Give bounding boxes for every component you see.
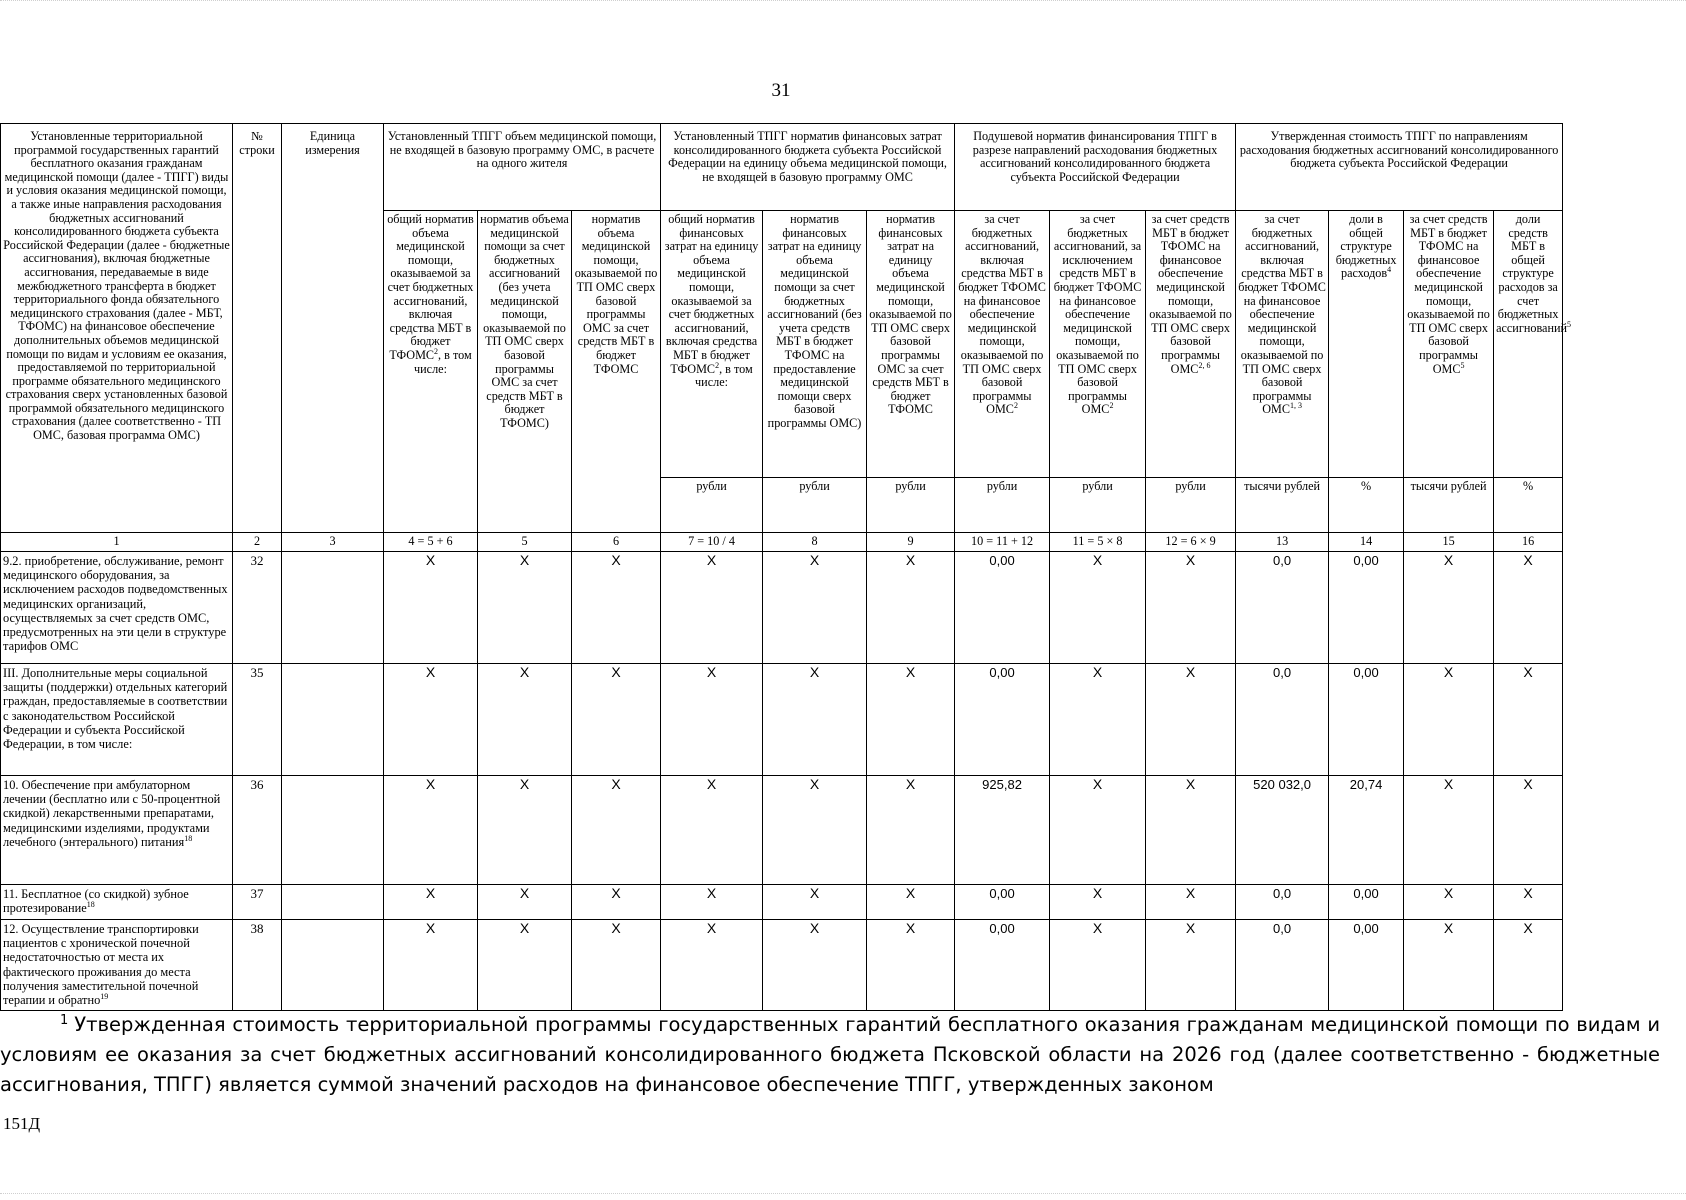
header-col-16: доли средств МБТ в общей структуре расходов за счет бюджетных ассигнований$^5$ (1494, 211, 1563, 478)
row-description: 11. Бесплатное (со скидкой) зубное протезирование$^{18}$ (1, 885, 233, 920)
header-group-per-capita: Подушевой норматив финансирования ТПГГ в разрезе направлений расходования бюджетных ассигнований консолидированного бюджета субъекта Российской Федерации (955, 124, 1236, 211)
col-number: 2 (233, 533, 282, 552)
table-cell: X (478, 920, 572, 1011)
row-number: 37 (233, 885, 282, 920)
table-row (1, 885, 1563, 920)
unit-col-8: рубли (763, 478, 867, 533)
unit-col-9: рубли (867, 478, 955, 533)
footnote (0, 1010, 1660, 1100)
table-cell: X (478, 776, 572, 885)
table-row (1, 776, 1563, 885)
scan-edge-top (0, 0, 1686, 4)
table-cell: X (1050, 776, 1146, 885)
table-cell: X (763, 920, 867, 1011)
table-cell: 0,00 (1329, 885, 1404, 920)
col-number: 15 (1404, 533, 1494, 552)
col-number: 3 (282, 533, 384, 552)
row-description: 10. Обеспечение при амбулаторном лечении (бесплатно или с 50-процентной скидкой) лекарственными препаратами, медицинскими изделиями, продуктами лечебного (энтерального) питания$^{18}$ (1, 776, 233, 885)
table-cell: X (572, 552, 661, 664)
row-number: 32 (233, 552, 282, 664)
col-number: 9 (867, 533, 955, 552)
table-cell: 0,00 (955, 885, 1050, 920)
table-cell: X (661, 552, 763, 664)
row-unit (282, 664, 384, 776)
document-code: 151Д (3, 1114, 41, 1133)
row-unit (282, 552, 384, 664)
unit-col-13: тысячи рублей (1236, 478, 1329, 533)
col-number: 12 = 6 × 9 (1146, 533, 1236, 552)
header-col-13: за счет бюджетных ассигнований, включая средства МБТ в бюджет ТФОМС на финансовое обеспечение медицинской помощи, оказываемой по ТП ОМС сверх базовой программы ОМС$^{1, 3}$ (1236, 211, 1329, 478)
unit-col-14: % (1329, 478, 1404, 533)
table-cell: X (572, 664, 661, 776)
table-cell: X (763, 552, 867, 664)
header-group-volume: Установленный ТПГГ объем медицинской помощи, не входящей в базовую программу ОМС, в расчете на одного жителя (384, 124, 661, 211)
table-cell: X (763, 776, 867, 885)
table-cell: X (867, 664, 955, 776)
table-cell: 20,74 (1329, 776, 1404, 885)
col-number: 7 = 10 / 4 (661, 533, 763, 552)
table-cell: X (763, 664, 867, 776)
header-col-14: доли в общей структуре бюджетных расходов$^4$ (1329, 211, 1404, 478)
table-cell: X (1404, 776, 1494, 885)
row-unit (282, 920, 384, 1011)
unit-col-15: тысячи рублей (1404, 478, 1494, 533)
table-cell: 925,82 (955, 776, 1050, 885)
header-col-10: за счет бюджетных ассигнований, включая средства МБТ в бюджет ТФОМС на финансовое обеспечение медицинской помощи, оказываемой по ТП ОМС сверх базовой программы ОМС$^2$ (955, 211, 1050, 478)
table-cell: X (1050, 552, 1146, 664)
table-cell: X (384, 664, 478, 776)
table-cell: 0,00 (955, 664, 1050, 776)
table-row (1, 664, 1563, 776)
col-number: 11 = 5 × 8 (1050, 533, 1146, 552)
table-cell: X (572, 885, 661, 920)
table-cell: X (1404, 920, 1494, 1011)
table-cell: X (1494, 664, 1563, 776)
table-cell: X (1494, 776, 1563, 885)
table-cell: X (1494, 920, 1563, 1011)
header-col-4: общий норматив объема медицинской помощи, оказываемой за счет бюджетных ассигнований, включая средства МБТ в бюджет ТФОМС$^2$, в том числе: (384, 211, 478, 533)
row-number: 36 (233, 776, 282, 885)
header-col-6: норматив объема медицинской помощи, оказываемой по ТП ОМС сверх базовой программы ОМС за счет средств МБТ в бюджет ТФОМС (572, 211, 661, 533)
row-number: 35 (233, 664, 282, 776)
header-col-9: норматив финансовых затрат на единицу объема медицинской помощи, оказываемой по ТП ОМС сверх базовой программы ОМС за счет средств МБТ в бюджет ТФОМС (867, 211, 955, 478)
table-cell: X (867, 776, 955, 885)
col-number: 1 (1, 533, 233, 552)
table-cell: 0,0 (1236, 920, 1329, 1011)
table-cell: X (1050, 664, 1146, 776)
table-row (1, 920, 1563, 1011)
table-cell: X (1404, 552, 1494, 664)
header-col-1: Установленные территориальной программой государственных гарантий бесплатного оказания гражданам медицинской помощи (далее - ТПГГ) виды и условия оказания медицинской помощи, а также иные направления расходования бюджетных ассигнований консолидированного бюджета субъекта Российской Федерации (далее - бюджетные ассигнования), включая бюджетные ассигнования, передаваемые в виде межбюджетного трансферта в бюджет территориального фонда обязательного медицинского страхования (далее - МБТ, ТФОМС) на финансовое обеспечение дополнительных объемов медицинской помощи по видам и условиям ее оказания, предоставляемой по территориальной программе обязательного медицинского страхования сверх установленных базовой программой обязательного медицинского страхования (далее соответственно - ТП ОМС, базовая программа ОМС) (1, 124, 233, 533)
table-cell: X (572, 920, 661, 1011)
row-unit (282, 776, 384, 885)
col-number: 13 (1236, 533, 1329, 552)
table-cell: X (661, 885, 763, 920)
header-group-cost-norm: Установленный ТПГГ норматив финансовых затрат консолидированного бюджета субъекта Российской Федерации на единицу объема медицинской помощи, не входящей в базовую программу ОМС (661, 124, 955, 211)
unit-col-12: рубли (1146, 478, 1236, 533)
row-number: 38 (233, 920, 282, 1011)
unit-col-16: % (1494, 478, 1563, 533)
table-cell: X (1494, 552, 1563, 664)
table-cell: 520 032,0 (1236, 776, 1329, 885)
table-cell: 0,0 (1236, 664, 1329, 776)
table-cell: X (1404, 885, 1494, 920)
table-cell: X (1146, 664, 1236, 776)
table-cell: X (661, 664, 763, 776)
unit-col-11: рубли (1050, 478, 1146, 533)
page-number: 31 (771, 80, 791, 101)
header-col-7: общий норматив финансовых затрат на единицу объема медицинской помощи, оказываемой за счет бюджетных ассигнований, включая средства МБТ в бюджет ТФОМС$^2$, в том числе: (661, 211, 763, 478)
table-cell: 0,0 (1236, 885, 1329, 920)
table-cell: X (1404, 664, 1494, 776)
table-cell: X (867, 552, 955, 664)
footnote-mark: 1 (60, 1012, 69, 1028)
row-description: 9.2. приобретение, обслуживание, ремонт медицинского оборудования, за исключением расходов подведомственных медицинских организаций, осуществляемых за счет средств ОМС, предусмотренных на эти цели в структуре тарифов ОМС (1, 552, 233, 664)
table-cell: X (867, 920, 955, 1011)
header-col-2: № строки (233, 124, 282, 533)
table-cell: 0,00 (955, 920, 1050, 1011)
unit-col-7: рубли (661, 478, 763, 533)
row-description: 12. Осуществление транспортировки пациентов с хронической почечной недостаточностью от места их фактического проживания до места получения заместительной почечной терапии и обратно$^{19}$ (1, 920, 233, 1011)
col-number: 4 = 5 + 6 (384, 533, 478, 552)
header-col-5: норматив объема медицинской помощи за счет бюджетных ассигнований (без учета медицинской помощи, оказываемой по ТП ОМС сверх базовой программы ОМС за счет средств МБТ в бюджет ТФОМС) (478, 211, 572, 533)
table-cell: X (1050, 920, 1146, 1011)
col-number: 8 (763, 533, 867, 552)
footnote-text: Утвержденная стоимость территориальной программы государственных гарантий бесплатного оказания гражданам медицинской помощи по видам и условиям ее оказания за счет бюджетных ассигнований консолидированного бюджета Псковской области на 2026 год (далее соответственно - бюджетные ассигнования, ТПГГ) является суммой значений расходов на финансовое обеспечение ТПГГ, утвержденных законом (0, 1013, 1660, 1096)
header-group-approved-cost: Утвержденная стоимость ТПГГ по направлениям расходования бюджетных ассигнований консолидированного бюджета субъекта Российской Федерации (1236, 124, 1563, 211)
table-cell: 0,00 (1329, 920, 1404, 1011)
col-number: 16 (1494, 533, 1563, 552)
row-unit (282, 885, 384, 920)
table-cell: X (1146, 552, 1236, 664)
header-col-12: за счет средств МБТ в бюджет ТФОМС на финансовое обеспечение медицинской помощи, оказываемой по ТП ОМС сверх базовой программы ОМС$^{2, 6}$ (1146, 211, 1236, 478)
table-cell: X (384, 885, 478, 920)
unit-col-10: рубли (955, 478, 1050, 533)
table-cell: X (572, 776, 661, 885)
col-number: 10 = 11 + 12 (955, 533, 1050, 552)
table-cell: X (661, 776, 763, 885)
scan-edge-bottom (0, 1193, 1686, 1197)
table-cell: X (1146, 920, 1236, 1011)
table-cell: X (1494, 885, 1563, 920)
table-cell: 0,00 (1329, 664, 1404, 776)
table-cell: X (384, 776, 478, 885)
col-number: 14 (1329, 533, 1404, 552)
column-numbers-row (1, 533, 1563, 552)
table-cell: X (1050, 885, 1146, 920)
table-cell: X (478, 552, 572, 664)
table-cell: 0,00 (1329, 552, 1404, 664)
header-col-8: норматив финансовых затрат на единицу объема медицинской помощи за счет бюджетных ассигнований (без учета средств МБТ в бюджет ТФОМС на предоставление медицинской помощи сверх базовой программы ОМС) (763, 211, 867, 478)
table-cell: X (478, 885, 572, 920)
table-cell: X (478, 664, 572, 776)
table-row (1, 552, 1563, 664)
col-number: 5 (478, 533, 572, 552)
header-col-15: за счет средств МБТ в бюджет ТФОМС на финансовое обеспечение медицинской помощи, оказываемой по ТП ОМС сверх базовой программы ОМС$^5$ (1404, 211, 1494, 478)
header-col-3: Единица измерения (282, 124, 384, 533)
table-cell: X (867, 885, 955, 920)
row-description: III. Дополнительные меры социальной защиты (поддержки) отдельных категорий граждан, предоставляемые в соответствии с законодательством Российской Федерации и субъекта Российской Федерации, в том числе: (1, 664, 233, 776)
col-number: 6 (572, 533, 661, 552)
table-cell: 0,00 (955, 552, 1050, 664)
table-cell: X (384, 920, 478, 1011)
header-col-11: за счет бюджетных ассигнований, за исключением средств МБТ в бюджет ТФОМС на финансовое обеспечение медицинской помощи, оказываемой по ТП ОМС сверх базовой программы ОМС$^2$ (1050, 211, 1146, 478)
table-cell: X (1146, 885, 1236, 920)
budget-table (0, 123, 1572, 1011)
table-cell: X (661, 920, 763, 1011)
table-cell: X (763, 885, 867, 920)
table-cell: 0,0 (1236, 552, 1329, 664)
table-cell: X (384, 552, 478, 664)
table-cell: X (1146, 776, 1236, 885)
